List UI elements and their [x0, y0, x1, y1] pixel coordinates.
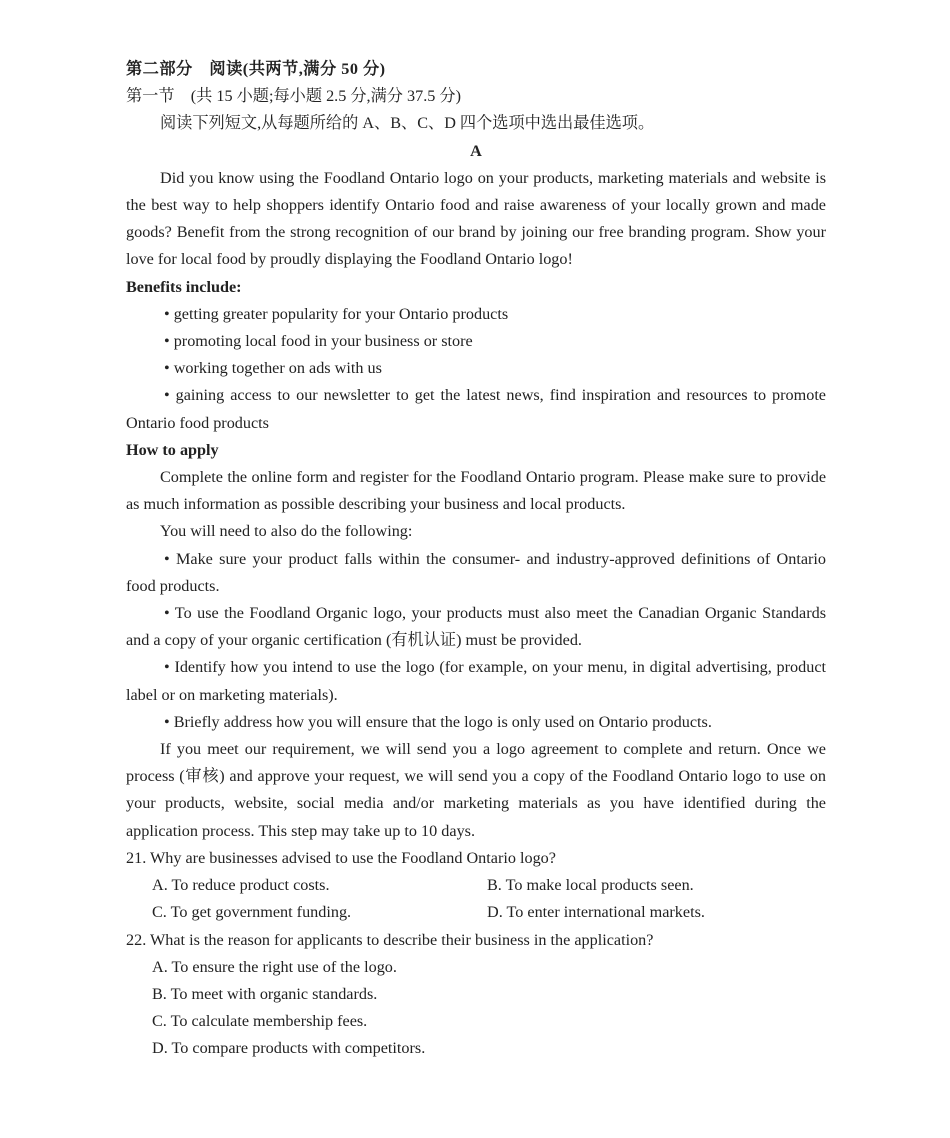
passage-intro: Did you know using the Foodland Ontario logo on your products, marketing materials and website is the best way to help shoppers identify Ontario food and raise awareness of your locally grown and made goods? Benefit from the strong recognition of our brand by joining our free branding program. Show your love for local food by proudly displaying the Foodland Ontario logo!: [126, 168, 826, 269]
benefit-item: • promoting local food in your business or store: [164, 332, 473, 351]
option-c[interactable]: C. To get government funding.: [152, 903, 352, 922]
question-21: [126, 845, 826, 927]
question-22: [126, 927, 826, 1063]
benefit-item: • gaining access to our newsletter to get the latest news, find inspiration and resources to promote Ontario food products: [126, 386, 826, 432]
option-a[interactable]: A. To reduce product costs.: [152, 876, 330, 895]
exam-page: [126, 56, 826, 1063]
option-c[interactable]: C. To calculate membership fees.: [152, 1012, 368, 1031]
question-stem: 22. What is the reason for applicants to describe their business in the application?: [126, 930, 654, 949]
passage-label: A: [470, 141, 482, 160]
benefits-heading: Benefits include:: [126, 277, 242, 296]
benefit-item: • working together on ads with us: [164, 359, 382, 378]
requirement-item: • To use the Foodland Organic logo, your products must also meet the Canadian Organic Standards and a copy of your organic certification (有机认证) must be provided.: [126, 604, 826, 650]
requirement-item: • Briefly address how you will ensure that the logo is only used on Ontario products.: [164, 712, 712, 731]
question-stem: 21. Why are businesses advised to use the Foodland Ontario logo?: [126, 848, 556, 867]
requirement-item: • Make sure your product falls within the consumer- and industry-approved definitions of Ontario food products.: [126, 549, 826, 595]
apply-paragraph: You will need to also do the following:: [160, 522, 413, 541]
part-title: 第二部分 阅读(共两节,满分 50 分): [126, 60, 386, 78]
option-grid: [126, 872, 826, 926]
requirement-item: • Identify how you intend to use the logo (for example, on your menu, in digital advertising, product label or on marketing materials).: [126, 658, 826, 704]
section-title: 第一节 (共 15 小题;每小题 2.5 分,满分 37.5 分): [126, 87, 461, 106]
option-b[interactable]: B. To make local products seen.: [487, 876, 694, 895]
option-a[interactable]: A. To ensure the right use of the logo.: [152, 957, 397, 976]
instruction: 阅读下列短文,从每题所给的 A、B、C、D 四个选项中选出最佳选项。: [160, 114, 655, 133]
option-d[interactable]: D. To enter international markets.: [487, 903, 705, 922]
benefit-item: • getting greater popularity for your Ontario products: [164, 304, 509, 323]
closing-paragraph: If you meet our requirement, we will send you a logo agreement to complete and return. Once we process (审核) and approve your request, we will send you a copy of the Foodland Ontario logo to use on your products, website, social media and/or marketing materials as you have identified during the application process. This step may take up to 10 days.: [126, 740, 826, 840]
apply-heading: How to apply: [126, 440, 219, 459]
option-d[interactable]: D. To compare products with competitors.: [152, 1039, 426, 1058]
option-b[interactable]: B. To meet with organic standards.: [152, 984, 378, 1003]
apply-paragraph: Complete the online form and register for the Foodland Ontario program. Please make sure to provide as much information as possible describing your business and local products.: [126, 468, 826, 514]
